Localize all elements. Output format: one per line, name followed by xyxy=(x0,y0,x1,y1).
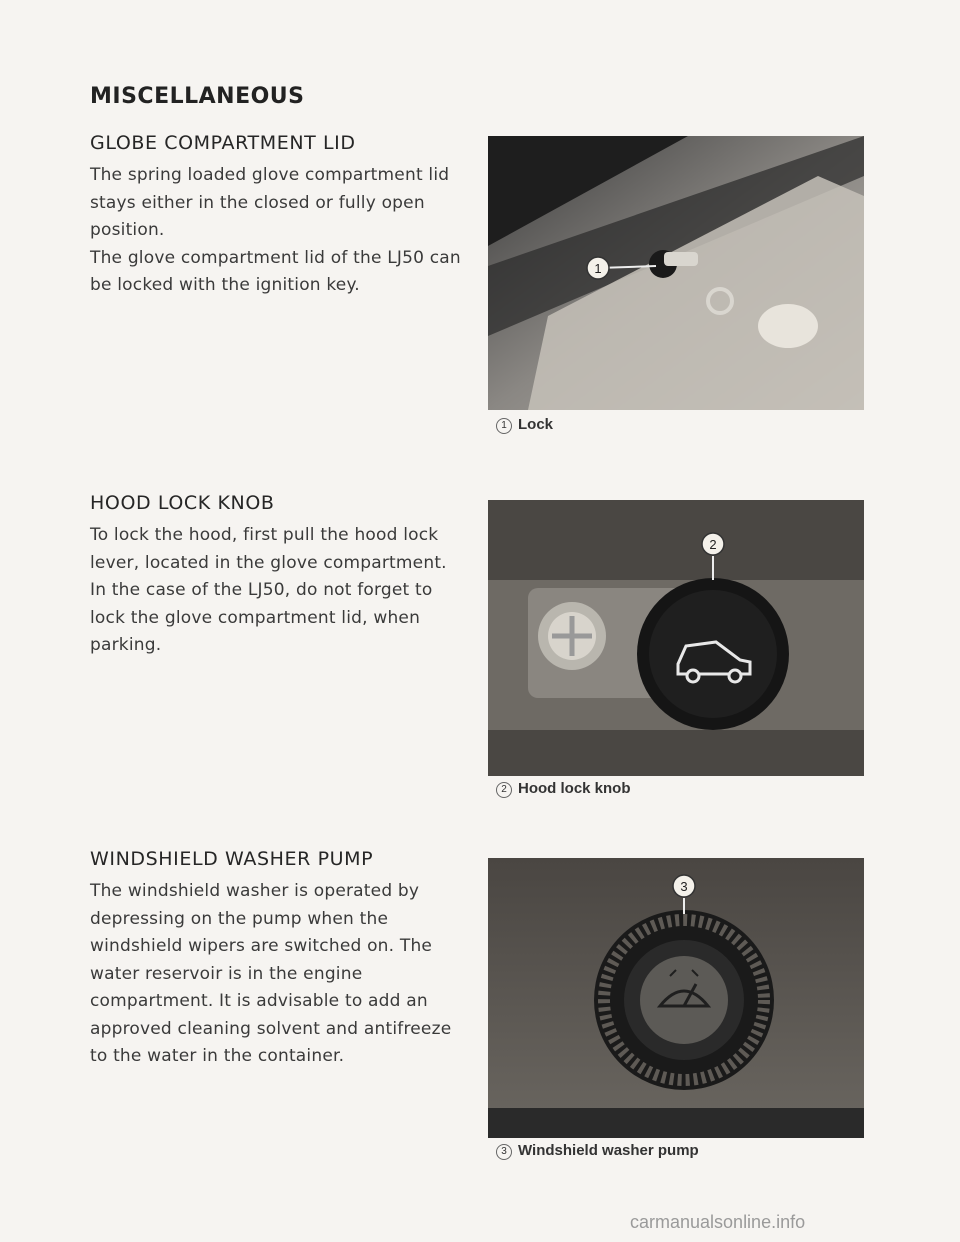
caption-number: 1 xyxy=(496,418,512,434)
section-globe-compartment-lid xyxy=(90,132,470,300)
section-paragraph: The glove compartment lid of the LJ50 can be locked with the ignition key. xyxy=(90,247,461,295)
lock-photo xyxy=(488,136,864,410)
watermark-footer: carmanualsonline.info xyxy=(630,1212,806,1232)
section-paragraph: The windshield washer is operated by depressing on the pump when the windshield wipers are switched on. The water reservoir is in the engine compartment. It is advisable to add an approved cleaning solvent and antifreeze to the water in the container. xyxy=(90,881,452,1066)
caption-text: Lock xyxy=(518,416,554,433)
section-windshield-washer-pump xyxy=(90,848,470,1071)
section-heading: WINDSHIELD WASHER PUMP xyxy=(90,848,374,870)
callout-number: 1 xyxy=(594,261,602,276)
section-paragraph: To lock the hood, first pull the hood lock lever, located in the glove compartment. xyxy=(90,525,447,573)
hood-lock-knob-photo xyxy=(488,500,864,776)
caption-text: Hood lock knob xyxy=(518,780,631,797)
section-hood-lock-knob xyxy=(90,492,470,660)
caption-text: Windshield washer pump xyxy=(518,1142,699,1159)
section-paragraph: In the case of the LJ50, do not forget to lock the glove compartment lid, when parking. xyxy=(90,580,433,655)
section-heading: HOOD LOCK KNOB xyxy=(90,492,275,514)
figure-caption xyxy=(496,416,553,434)
callout-number: 2 xyxy=(709,537,717,552)
section-paragraph: The spring loaded glove compartment lid stays either in the closed or fully open position. xyxy=(90,165,450,240)
washer-pump-photo xyxy=(488,858,864,1138)
figure-caption xyxy=(496,1142,699,1160)
caption-number: 3 xyxy=(496,1144,512,1160)
figure-caption xyxy=(496,780,631,798)
caption-number: 2 xyxy=(496,782,512,798)
page-title: MISCELLANEOUS xyxy=(90,84,305,109)
callout-number: 3 xyxy=(680,879,688,894)
section-heading: GLOBE COMPARTMENT LID xyxy=(90,132,356,154)
